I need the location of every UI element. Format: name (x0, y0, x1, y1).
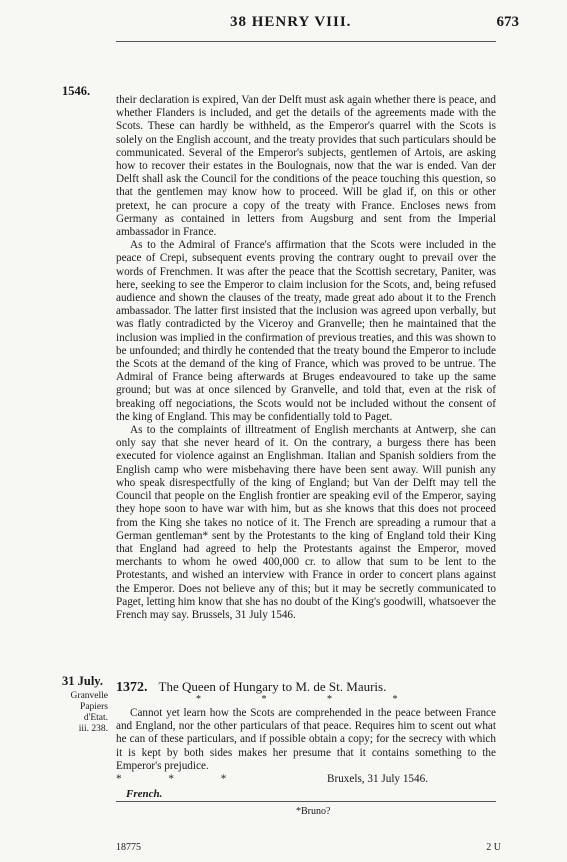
source-reference (58, 691, 108, 735)
body-paragraph-2: As to the Admiral of France's affirmation that the Scots were included in the peace of Crepi, subsequent events proving the contrary ought to prevail over the words of Frenchmen. It was after the peace that the Scottish secretary, Paniter, was here, seeking to see the Emperor to claim inclusion for the Scots, and, being refused audience and shown the clauses of the treaty, made great ado about it to the French ambassador. The latter first insisted that the inclusion was agreed upon verbally, but was flatly contradicted by the Viceroy and Granvelle; then he maintained that the inclusion was implied in the confirmation of previous treaties, and this was shown to be unfounded; and thirdly he contended that the treaty bound the Emperor to include the Scots at the demand of the king of France, which was proved to be untrue. The Admiral of France being afterwards at Bruges endeavoured to take up the same ground; but was at once silenced by Granvelle, and told that, even at the risk of breaking off negociations, the Scots would not be included without the consent of the king of England. This may be confidentially told to Paget. (116, 239, 496, 423)
running-head: 38 HENRY VIII. (230, 14, 352, 30)
entry-title: The Queen of Hungary to M. de St. Mauris. (158, 679, 387, 694)
footnote: *Bruno? (296, 806, 331, 817)
body-paragraph-1: their declaration is expired, Van der Delft must ask again whether there is peace, and whether Flanders is included, and get the details of the agreements made with the Scots. These can hardly be withheld, as the Emperor's quarrel with the Scots is solely on the English account, and the treaty provides that such particulars should be communicated. Several of the Emperor's subjects, gentlemen of Artois, are asking how to recover their estates in the Boulognais, now that the war is ended. Van der Delft shall ask the Council for the conditions of the peace touching this question, so that the gentlemen may know how to proceed. Will be glad if, on this or other pretext, he can procure a copy of the treaty with France. Encloses news from Germany as contained in letters from Augsburg and sent from the Imperial ambassador in France. (116, 94, 496, 239)
body-text (116, 94, 496, 622)
entry-date: 31 July. (62, 674, 103, 688)
omission-asterisks: * * * * (196, 694, 398, 705)
source-line: iii. 238. (78, 724, 108, 734)
sheet-signature: 2 U (486, 842, 501, 853)
header-rule (116, 41, 496, 42)
margin-year: 1546. (62, 84, 91, 98)
source-line: Granvelle (70, 691, 108, 701)
source-line: d'Etat. (83, 713, 108, 723)
page-number: 673 (496, 14, 519, 30)
source-line: Papiers (80, 702, 108, 712)
language-note: French. (126, 788, 163, 800)
closing-asterisks: * * * (116, 773, 227, 786)
entry-number: 1372. (116, 680, 148, 695)
printer-signature: 18775 (116, 842, 141, 853)
footnote-rule (116, 801, 496, 802)
body-paragraph-3: As to the complaints of illtreatment of English merchants at Antwerp, she can only say that she never heard of it. On the contrary, a burgess there has been executed for violence against an Englishman. Italian and Spanish soldiers from the English camp who were misbehaving there have been sent away. Will punish any who speak disrespectfully of the king of England; but Van der Delft may tell the Council that people on the English frontier are speaking evil of the Emperor, saying they hope soon to have war with him, but as she knows that this does not proceed from the King she takes no notice of it. The French are spreading a rumour that a German gentleman* sent by the Protestants to the king of England told their King that England had agreed to help the Protestants against the Emperor, moved merchants to whom he owed 400,000 cr. to allow that sum to be lent to the Protestants, and wished an interview with France in order to concert plans against the Emperor. Does not believe any of this; but it may be secretly communicated to Paget, letting him know that she has no doubt of the King's goodwill, whatsoever the French may say. Brussels, 31 July 1546. (116, 424, 496, 621)
letter-signoff (116, 773, 496, 786)
letter-paragraph: Cannot yet learn how the Scots are comprehended in the peace between France and England, nor the other particulars of that peace. Requires him to scent out what he can of these particulars, and if possible obtain a copy; for the secrecy with which it is kept by both sides makes her presume that it contains something to the Emperor's prejudice. (116, 707, 496, 772)
letter-text (116, 707, 496, 786)
letter-dateline: Bruxels, 31 July 1546. (327, 773, 428, 786)
entry-heading (116, 680, 496, 695)
